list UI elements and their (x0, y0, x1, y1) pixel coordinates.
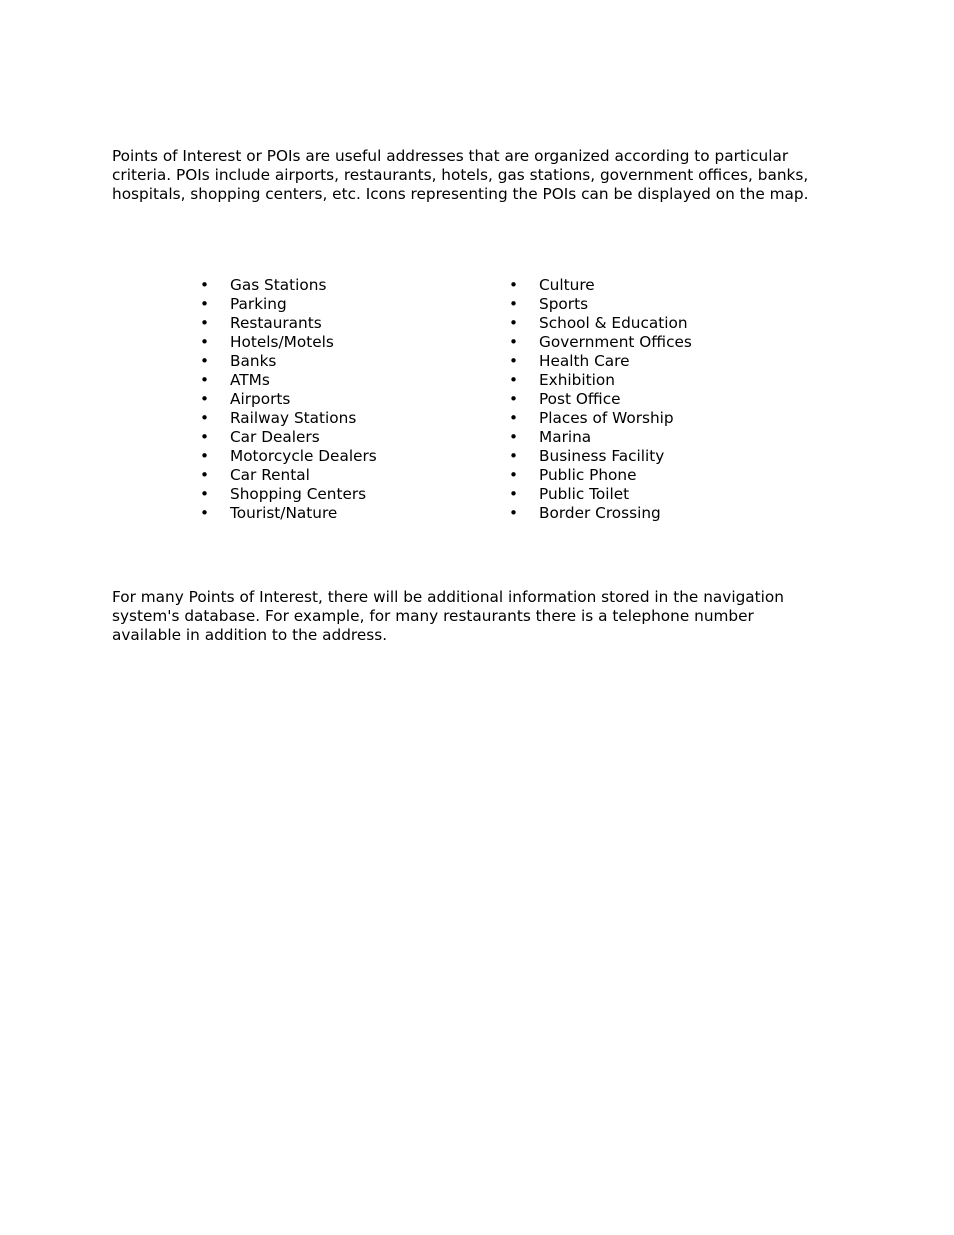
bullet-icon: • (200, 314, 210, 332)
poi-list-item (509, 466, 809, 485)
bullet-icon: • (200, 352, 210, 370)
additional-info-paragraph: For many Points of Interest, there will be additional information stored in the navigation system's database. For example, for many restaurants there is a telephone number available in addition to the address. (112, 588, 784, 644)
poi-category-label: Motorcycle Dealers (230, 447, 377, 465)
poi-category-label: Banks (230, 352, 277, 370)
bullet-icon: • (200, 485, 210, 503)
poi-category-label: Public Toilet (539, 485, 630, 503)
poi-list-item (509, 447, 809, 466)
poi-category-label: Shopping Centers (230, 485, 367, 503)
poi-list-item (200, 466, 490, 485)
poi-category-label: Marina (539, 428, 592, 446)
bullet-icon: • (509, 466, 519, 484)
bullet-icon: • (200, 295, 210, 313)
poi-category-label: Post Office (539, 390, 621, 408)
poi-list-item (509, 295, 809, 314)
poi-category-label: ATMs (230, 371, 270, 389)
poi-list-item (509, 352, 809, 371)
poi-list-item (509, 333, 809, 352)
poi-list-item (509, 276, 809, 295)
bullet-icon: • (200, 428, 210, 446)
poi-list-item (200, 333, 490, 352)
bullet-icon: • (509, 314, 519, 332)
poi-list-item (509, 409, 809, 428)
bullet-icon: • (509, 485, 519, 503)
poi-list-item (200, 428, 490, 447)
bullet-icon: • (200, 466, 210, 484)
poi-list-item (509, 390, 809, 409)
intro-paragraph: Points of Interest or POIs are useful addresses that are organized according to particular criteria. POIs include airports, restaurants, hotels, gas stations, government offices, banks, hospitals, shopping centers, etc. Icons representing the POIs can be displayed on the map. (112, 147, 809, 203)
poi-list-item (509, 314, 809, 333)
poi-list-left (200, 276, 490, 523)
poi-category-label: School & Education (539, 314, 688, 332)
bullet-icon: • (200, 333, 210, 351)
poi-list-item (200, 371, 490, 390)
poi-category-label: Tourist/Nature (230, 504, 338, 522)
poi-category-label: Health Care (539, 352, 630, 370)
poi-list-item (200, 409, 490, 428)
poi-category-label: Railway Stations (230, 409, 357, 427)
bullet-icon: • (509, 447, 519, 465)
poi-list-item (200, 314, 490, 333)
poi-category-label: Car Rental (230, 466, 310, 484)
poi-list-item (200, 352, 490, 371)
bullet-icon: • (200, 504, 210, 522)
poi-category-label: Parking (230, 295, 287, 313)
bullet-icon: • (200, 409, 210, 427)
poi-category-label: Car Dealers (230, 428, 320, 446)
bullet-icon: • (509, 504, 519, 522)
poi-category-label: Public Phone (539, 466, 637, 484)
poi-category-label: Gas Stations (230, 276, 327, 294)
bullet-icon: • (509, 333, 519, 351)
poi-list-item (200, 447, 490, 466)
poi-category-label: Hotels/Motels (230, 333, 334, 351)
bullet-icon: • (509, 371, 519, 389)
poi-list-right (509, 276, 809, 523)
poi-category-label: Exhibition (539, 371, 615, 389)
bullet-icon: • (509, 276, 519, 294)
poi-list-item (200, 390, 490, 409)
bullet-icon: • (200, 371, 210, 389)
poi-category-label: Business Facility (539, 447, 665, 465)
poi-category-label: Government Offices (539, 333, 692, 351)
poi-list-item (200, 276, 490, 295)
poi-list-item (509, 428, 809, 447)
poi-list-item (509, 371, 809, 390)
poi-list-item (200, 485, 490, 504)
poi-category-label: Sports (539, 295, 589, 313)
poi-category-label: Airports (230, 390, 291, 408)
poi-category-label: Places of Worship (539, 409, 674, 427)
poi-category-label: Culture (539, 276, 595, 294)
poi-category-label: Border Crossing (539, 504, 661, 522)
bullet-icon: • (509, 428, 519, 446)
bullet-icon: • (509, 352, 519, 370)
poi-list-item (200, 295, 490, 314)
poi-list-item (509, 504, 809, 523)
bullet-icon: • (509, 409, 519, 427)
poi-list-item (200, 504, 490, 523)
bullet-icon: • (509, 390, 519, 408)
bullet-icon: • (200, 447, 210, 465)
bullet-icon: • (200, 276, 210, 294)
poi-category-label: Restaurants (230, 314, 322, 332)
bullet-icon: • (200, 390, 210, 408)
poi-list-item (509, 485, 809, 504)
bullet-icon: • (509, 295, 519, 313)
